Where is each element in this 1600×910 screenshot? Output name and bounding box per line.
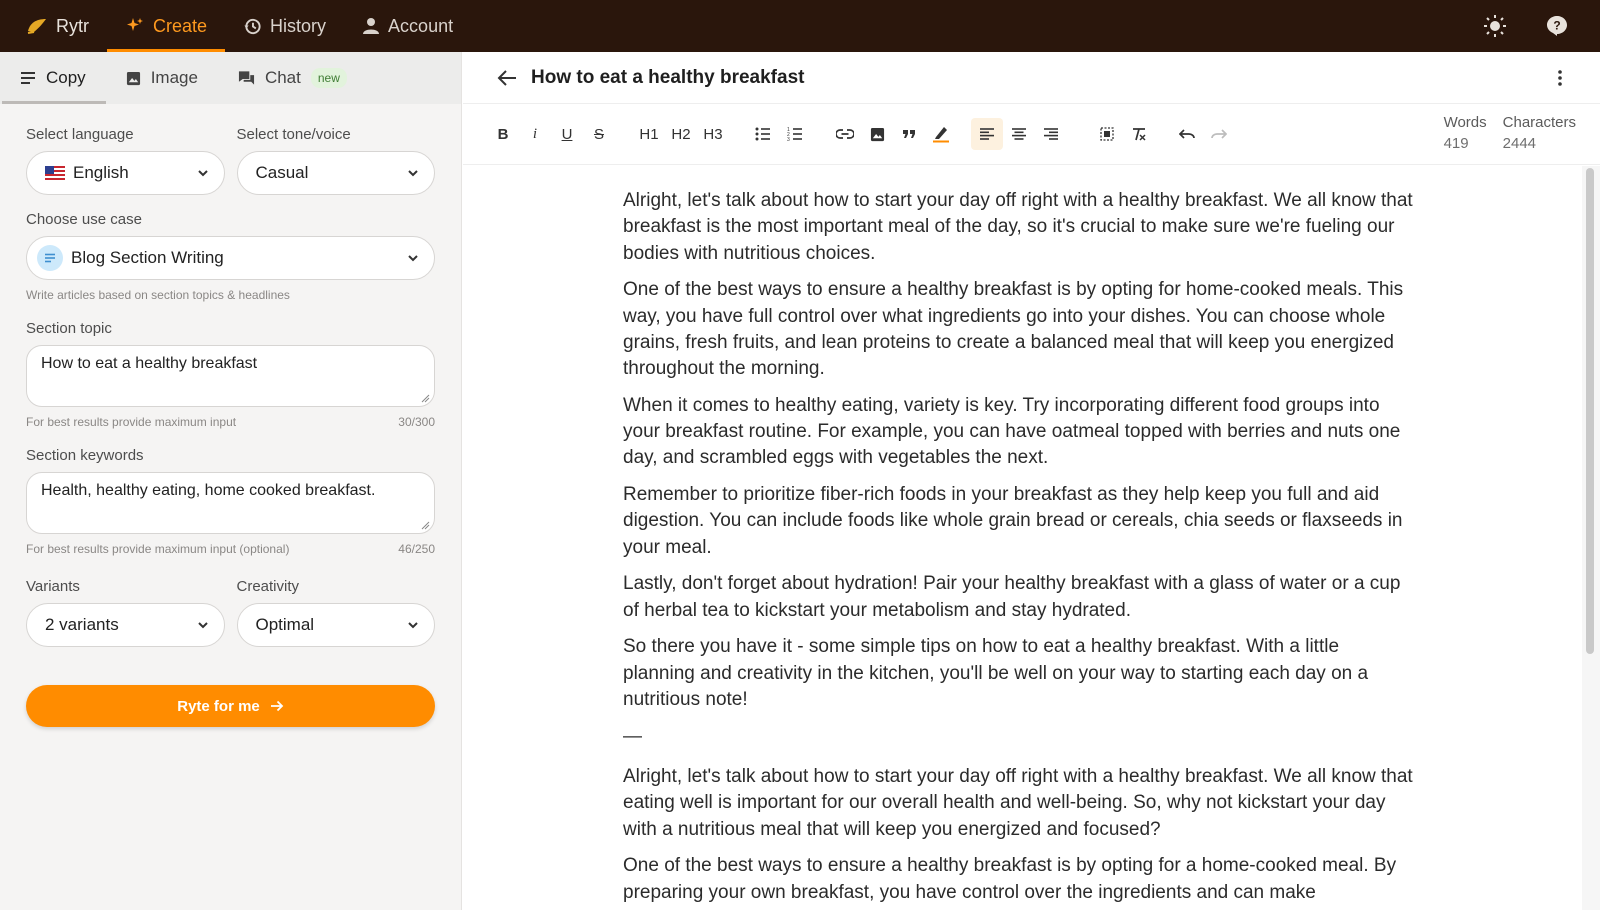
nav-history[interactable] bbox=[225, 0, 344, 52]
variants-value: 2 variants bbox=[45, 615, 119, 634]
resize-handle-icon[interactable] bbox=[421, 521, 430, 530]
section-topic-count: 30/300 bbox=[398, 415, 435, 429]
redo-icon[interactable] bbox=[1203, 118, 1235, 150]
chevron-down-icon bbox=[196, 618, 210, 632]
chevron-down-icon bbox=[406, 251, 420, 265]
bold-button[interactable]: B bbox=[497, 125, 509, 143]
doc-title[interactable]: How to eat a healthy breakfast bbox=[531, 66, 805, 88]
language-label: Select language bbox=[26, 126, 134, 143]
paragraph: One of the best ways to ensure a healthy breakfast is by opting for home-cooked meals. This way, you have full control over what ingredients go into your dishes. You can choose whole grains, fresh fruits, and lean proteins to create a balanced meal that will keep you energized throughout the morning. bbox=[623, 279, 1404, 380]
tone-value: Casual bbox=[255, 163, 309, 182]
insert-image-icon[interactable] bbox=[861, 118, 893, 150]
resize-handle-icon[interactable] bbox=[421, 394, 430, 403]
words-label: Words bbox=[1443, 114, 1487, 131]
history-icon bbox=[243, 17, 262, 36]
arrow-right-icon bbox=[270, 700, 284, 712]
nav-account[interactable] bbox=[344, 0, 471, 52]
doc-titlebar bbox=[463, 52, 1600, 104]
nav-brand-label: Rytr bbox=[56, 15, 89, 36]
use-case-hint: Write articles based on section topics & headlines bbox=[26, 288, 290, 302]
nav-right-tools bbox=[1482, 13, 1600, 39]
svg-text:1: 1 bbox=[787, 127, 790, 133]
undo-icon[interactable] bbox=[1171, 118, 1203, 150]
heading1-button[interactable]: H1 bbox=[639, 125, 659, 143]
document-lines-icon bbox=[37, 245, 63, 271]
us-flag-icon bbox=[45, 166, 65, 180]
ryte-for-me-button[interactable] bbox=[26, 685, 435, 727]
paragraph: Alright, let's talk about how to start your day off right with a healthy breakfast. We all know that eating well is important for our overall health and well-being. So, why not kickstart your day with a nutritious meal that will keep you energized and focused? bbox=[623, 765, 1413, 840]
generation-form bbox=[0, 104, 461, 727]
use-case-value: Blog Section Writing bbox=[71, 248, 224, 267]
svg-text:3: 3 bbox=[787, 137, 790, 141]
italic-button[interactable]: i bbox=[532, 125, 538, 142]
lines-icon bbox=[20, 71, 36, 85]
editor-body[interactable] bbox=[463, 166, 1600, 910]
select-all-icon[interactable] bbox=[1091, 118, 1123, 150]
language-select[interactable] bbox=[26, 151, 225, 195]
creativity-label: Creativity bbox=[236, 578, 300, 595]
align-left-icon[interactable] bbox=[971, 118, 1003, 150]
variants-select[interactable] bbox=[26, 603, 225, 647]
section-keywords-input[interactable] bbox=[26, 472, 435, 534]
tab-copy-label: Copy bbox=[46, 68, 86, 87]
variant-separator: — bbox=[623, 725, 642, 747]
use-case-select[interactable] bbox=[26, 236, 435, 280]
section-topic-value: How to eat a healthy breakfast bbox=[41, 355, 258, 372]
tab-copy[interactable] bbox=[0, 52, 106, 104]
highlight-pen-icon[interactable] bbox=[925, 118, 957, 150]
tab-chat-label: Chat bbox=[264, 68, 301, 87]
creativity-value: Optimal bbox=[255, 615, 315, 634]
section-keywords-count: 46/250 bbox=[398, 542, 435, 556]
use-case-label: Choose use case bbox=[26, 211, 142, 228]
paragraph: So there you have it - some simple tips on how to eat a healthy breakfast. With a little planning and creativity in the kitchen, you'll be well on your way to starting each day on a nutritious note! bbox=[623, 636, 1369, 710]
quote-icon[interactable] bbox=[893, 118, 925, 150]
nav-brand-rytr[interactable] bbox=[0, 0, 107, 52]
nav-history-label: History bbox=[270, 15, 327, 36]
top-nav bbox=[0, 0, 1600, 52]
creativity-select[interactable] bbox=[237, 603, 436, 647]
svg-text:2: 2 bbox=[787, 132, 790, 138]
paragraph: Lastly, don't forget about hydration! Pair your healthy breakfast with a glass of water or a cup of herbal tea to kickstart your metabolism and stay hydrated. bbox=[623, 573, 1401, 621]
user-icon bbox=[362, 17, 380, 35]
nav-account-label: Account bbox=[388, 15, 454, 36]
mode-tabs bbox=[0, 52, 461, 104]
new-badge: new bbox=[311, 68, 347, 88]
editor-content bbox=[623, 188, 1413, 910]
numbered-list-icon[interactable] bbox=[779, 118, 811, 150]
help-icon[interactable] bbox=[1544, 13, 1570, 39]
link-icon[interactable] bbox=[829, 118, 861, 150]
left-panel bbox=[0, 52, 462, 910]
bullet-list-icon[interactable] bbox=[747, 118, 779, 150]
section-topic-hint: For best results provide maximum input 30/300 bbox=[26, 415, 435, 429]
paragraph: One of the best ways to ensure a healthy breakfast is by opting for a home-cooked meal. By preparing your own breakfast, you have control over the ingredients and can make bbox=[623, 855, 1397, 903]
clear-formatting-icon[interactable] bbox=[1123, 118, 1155, 150]
ryte-for-me-label: Ryte for me bbox=[177, 697, 260, 715]
variants-label: Variants bbox=[26, 578, 80, 595]
heading2-button[interactable]: H2 bbox=[671, 125, 691, 143]
tone-select[interactable] bbox=[237, 151, 436, 195]
characters-count: 2444 bbox=[1502, 135, 1537, 152]
characters-label: Characters bbox=[1502, 114, 1576, 131]
nav-create-label: Create bbox=[153, 15, 208, 36]
underline-button[interactable]: U bbox=[561, 125, 573, 143]
theme-toggle-sun-icon[interactable] bbox=[1482, 13, 1508, 39]
section-keywords-hint: For best results provide maximum input (optional) 46/250 bbox=[26, 542, 435, 556]
svg-text:?: ? bbox=[1553, 18, 1561, 33]
paragraph: When it comes to healthy eating, variety is key. Try incorporating different food groups into your breakfast routine. For example, you can have oatmeal topped with berries and nuts one day, and scrambled eggs with vegetables the next. bbox=[623, 394, 1401, 469]
chevron-down-icon bbox=[406, 618, 420, 632]
back-arrow-icon[interactable] bbox=[497, 69, 517, 87]
chevron-down-icon bbox=[406, 166, 420, 180]
section-keywords-value: Health, healthy eating, home cooked breakfast. bbox=[41, 482, 376, 499]
nav-create[interactable] bbox=[107, 0, 225, 52]
word-character-counts bbox=[1444, 114, 1576, 152]
more-options-icon[interactable] bbox=[1550, 68, 1570, 88]
section-keywords-label: Section keywords bbox=[26, 447, 144, 464]
align-center-icon[interactable] bbox=[1003, 118, 1035, 150]
align-right-icon[interactable] bbox=[1035, 118, 1067, 150]
chevron-down-icon bbox=[196, 166, 210, 180]
tone-label: Select tone/voice bbox=[236, 126, 351, 143]
tab-image[interactable] bbox=[106, 52, 218, 104]
section-topic-input[interactable] bbox=[26, 345, 435, 407]
sparkle-icon bbox=[125, 16, 145, 36]
heading3-button[interactable]: H3 bbox=[703, 125, 723, 143]
rytr-logo-icon bbox=[26, 17, 48, 35]
image-icon bbox=[126, 71, 141, 86]
formatting-toolbar bbox=[463, 104, 1600, 165]
section-topic-label: Section topic bbox=[26, 320, 112, 337]
editor-panel bbox=[463, 52, 1600, 910]
strikethrough-button[interactable]: S bbox=[593, 125, 604, 143]
paragraph: Alright, let's talk about how to start your day off right with a healthy breakfast. We all know that breakfast is the most important meal of the day, so it's crucial to make sure we're fueling our bodies with nutritious choices. bbox=[623, 190, 1413, 264]
chat-icon bbox=[238, 70, 255, 86]
tab-image-label: Image bbox=[150, 68, 198, 87]
words-count: 419 bbox=[1443, 135, 1469, 152]
tab-chat[interactable] bbox=[218, 52, 367, 104]
language-value: English bbox=[73, 163, 129, 182]
paragraph: Remember to prioritize fiber-rich foods in your breakfast as they help keep you full and aid digestion. You can include foods like whole grain bread or cereals, chia seeds or flaxseeds in your meal. bbox=[623, 484, 1403, 558]
